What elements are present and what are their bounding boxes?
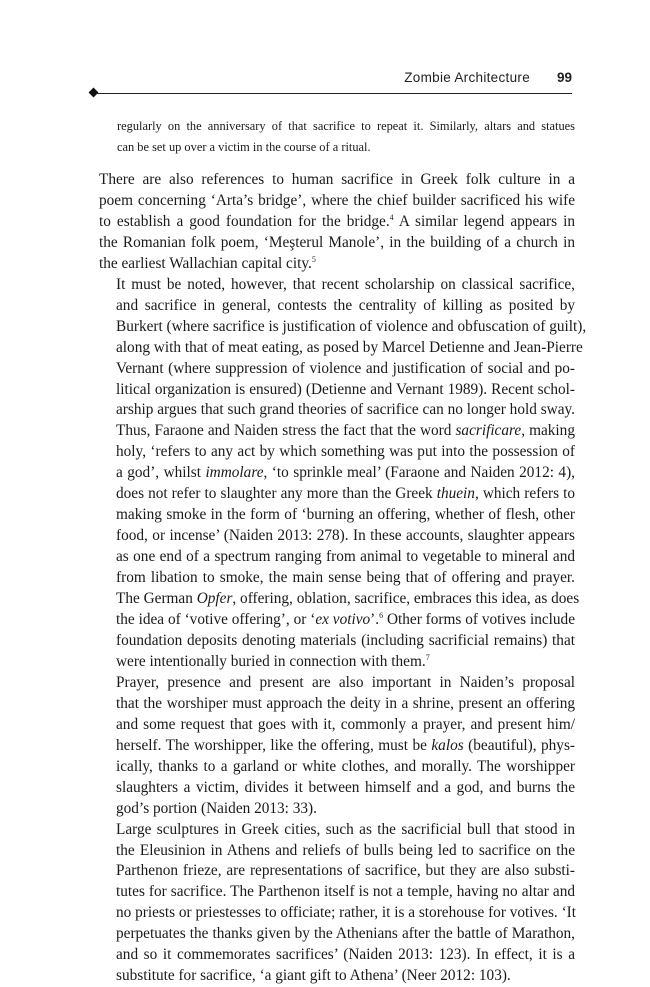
text-run: were intentionally buried in connection with them. [116, 652, 426, 670]
running-header [0, 66, 572, 90]
text-line [99, 610, 575, 631]
text-run: The German [116, 590, 197, 608]
text-run: holy, ‘refers to any act by which something was put into the possession of [116, 443, 575, 461]
text-line [99, 505, 575, 526]
text-line [99, 652, 575, 673]
paragraph [99, 820, 575, 987]
text-run: the Eleusinion in Athens and reliefs of bulls being led to sacrifice on the [116, 841, 575, 859]
text-run: to establish a good foundation for the bridge. [99, 212, 390, 230]
text-run: the Romanian folk poem, ‘Meşterul Manole’, in the building of a church in [99, 233, 575, 251]
text-run: Prayer, presence and present are also important in Naiden’s proposal [116, 673, 575, 691]
text-run: a god’, whilst [116, 464, 206, 482]
text-line [99, 212, 575, 233]
text-line [99, 526, 575, 547]
text-line [99, 736, 575, 757]
paragraph [99, 170, 575, 275]
text-run: It must be noted, however, that recent scholarship on classical sacrifice, [116, 275, 575, 293]
text-run: Vernant (where suppression of violence and justification of social and po- [116, 359, 575, 377]
text-line [99, 568, 575, 589]
text-line [99, 903, 575, 924]
footnote-marker: 4 [389, 212, 394, 222]
footnote-marker: 6 [379, 610, 384, 620]
text-run: ’. [370, 611, 380, 629]
text-line [99, 484, 575, 505]
text-line [99, 924, 575, 945]
text-run: and so it commemorates sacrifices’ (Naiden 2013: 123). In effect, it is a [116, 946, 575, 964]
paragraph [99, 673, 575, 820]
text-line [99, 359, 575, 380]
italic-term: kalos [431, 736, 464, 754]
italic-term: immolare [205, 464, 264, 482]
text-run: ically, thanks to a garland or white clothes, and morally. The worshipper [116, 757, 575, 775]
text-run: Thus, Faraone and Naiden stress the fact that the word [116, 422, 456, 440]
text-line [99, 589, 580, 610]
text-line [99, 715, 575, 736]
text-run: Other forms of votives include [383, 611, 575, 629]
text-run: and sacrifice in general, contests the centrality of killing as posited by [116, 296, 575, 314]
text-line [99, 442, 575, 463]
text-run: (beautiful), phys- [463, 736, 576, 754]
page-number: 99 [556, 70, 572, 85]
text-line [99, 380, 575, 401]
italic-term: sacrificare [455, 422, 522, 440]
text-run: does not refer to slaughter any more than the Greek [116, 485, 437, 503]
block-quote-line: regularly on the anniversary of that sacrifice to repeat it. Similarly, altars and statues [117, 119, 575, 133]
text-line [99, 400, 575, 421]
text-run: substitute for sacrifice, ‘a giant gift to Athena’ (Neer 2012: 103). [116, 967, 511, 985]
text-run: slaughters a victim, divides it between himself and a god, and burns the [116, 778, 575, 796]
text-line [99, 233, 575, 254]
text-run: making smoke in the form of ‘burning an offering, whether of flesh, other [116, 506, 575, 524]
text-run: along with that of meat eating, as posed by Marcel Detienne and Jean-Pierre [116, 338, 583, 356]
text-run: arship argues that such grand theories of sacrifice can no longer hold sway. [116, 401, 575, 419]
italic-term: thuein [436, 485, 475, 503]
text-line [99, 170, 575, 191]
text-run: A similar legend appears in [393, 212, 575, 230]
text-run: the earliest Wallachian capital city. [99, 254, 312, 272]
text-run: , which refers to [474, 485, 575, 503]
text-run: poem concerning ‘Arta’s bridge’, where the chief builder sacrificed his wife [99, 191, 575, 209]
text-run: , offering, oblation, sacrifice, embraces this idea, as does [232, 590, 580, 608]
text-run: There are also references to human sacrifice in Greek folk culture in a [99, 171, 575, 188]
text-run: litical organization is ensured) (Detienne and Vernant 1989). Recent schol- [116, 380, 575, 398]
text-run: tutes for sacrifice. The Parthenon itself is not a temple, having no altar and [116, 883, 575, 901]
text-run: from libation to smoke, the main sense being that of offering and prayer. [116, 569, 575, 587]
text-line [99, 799, 575, 820]
text-line [99, 757, 575, 778]
text-line [99, 317, 587, 338]
text-line [99, 338, 583, 359]
text-line [99, 296, 575, 317]
text-line [99, 694, 575, 715]
running-title: Zombie Architecture [404, 70, 530, 85]
text-line [99, 778, 575, 799]
text-run: that the worshiper must approach the deity in a shrine, present an offering [116, 694, 575, 712]
text-run: god’s portion (Naiden 2013: 33). [116, 799, 317, 817]
text-run: the idea of ‘votive offering’, or ‘ [116, 611, 316, 629]
text-line [99, 254, 575, 275]
text-line [99, 547, 575, 568]
header-rule [96, 93, 572, 94]
block-quote [117, 116, 575, 157]
text-line [99, 882, 575, 903]
text-line [99, 463, 575, 484]
paragraph [99, 275, 587, 673]
text-run: , ‘to sprinkle meal’ (Faraone and Naiden 2012: 4), [263, 464, 575, 482]
text-run: herself. The worshipper, like the offering, must be [116, 736, 432, 754]
italic-term: ex votivo [315, 611, 371, 629]
text-line [99, 841, 575, 862]
text-line [99, 861, 575, 882]
text-run: Burkert (where sacrifice is justification of violence and obfuscation of guilt), [116, 317, 587, 335]
text-run: and some request that goes with it, commonly a prayer, and present him/ [116, 715, 575, 733]
text-run: , making [521, 422, 575, 440]
italic-term: Opfer [196, 590, 233, 608]
block-quote-line: can be set up over a victim in the course of a ritual. [117, 139, 371, 154]
body-text [99, 170, 587, 987]
footnote-marker: 7 [425, 652, 430, 662]
text-line [99, 673, 575, 694]
text-line [99, 421, 575, 442]
text-line [99, 631, 575, 652]
text-run: perpetuates the thanks given by the Athenians after the battle of Marathon, [116, 925, 575, 943]
text-line [99, 966, 575, 987]
footnote-marker: 5 [311, 254, 316, 264]
text-line [99, 820, 575, 841]
text-line [99, 275, 575, 296]
text-line [99, 191, 575, 212]
text-run: no priests or priestesses to officiate; rather, it is a storehouse for votives. ‘It [116, 904, 577, 922]
text-run: as one end of a spectrum ranging from animal to vegetable to mineral and [116, 548, 575, 566]
text-run: Large sculptures in Greek cities, such as the sacrificial bull that stood in [116, 820, 575, 838]
text-line [99, 945, 575, 966]
text-run: Parthenon frieze, are representations of sacrifice, but they are also substi- [116, 862, 575, 880]
text-run: foundation deposits denoting materials (including sacrificial remains) that [116, 631, 575, 649]
text-run: food, or incense’ (Naiden 2013: 278). In these accounts, slaughter appears [116, 527, 575, 545]
